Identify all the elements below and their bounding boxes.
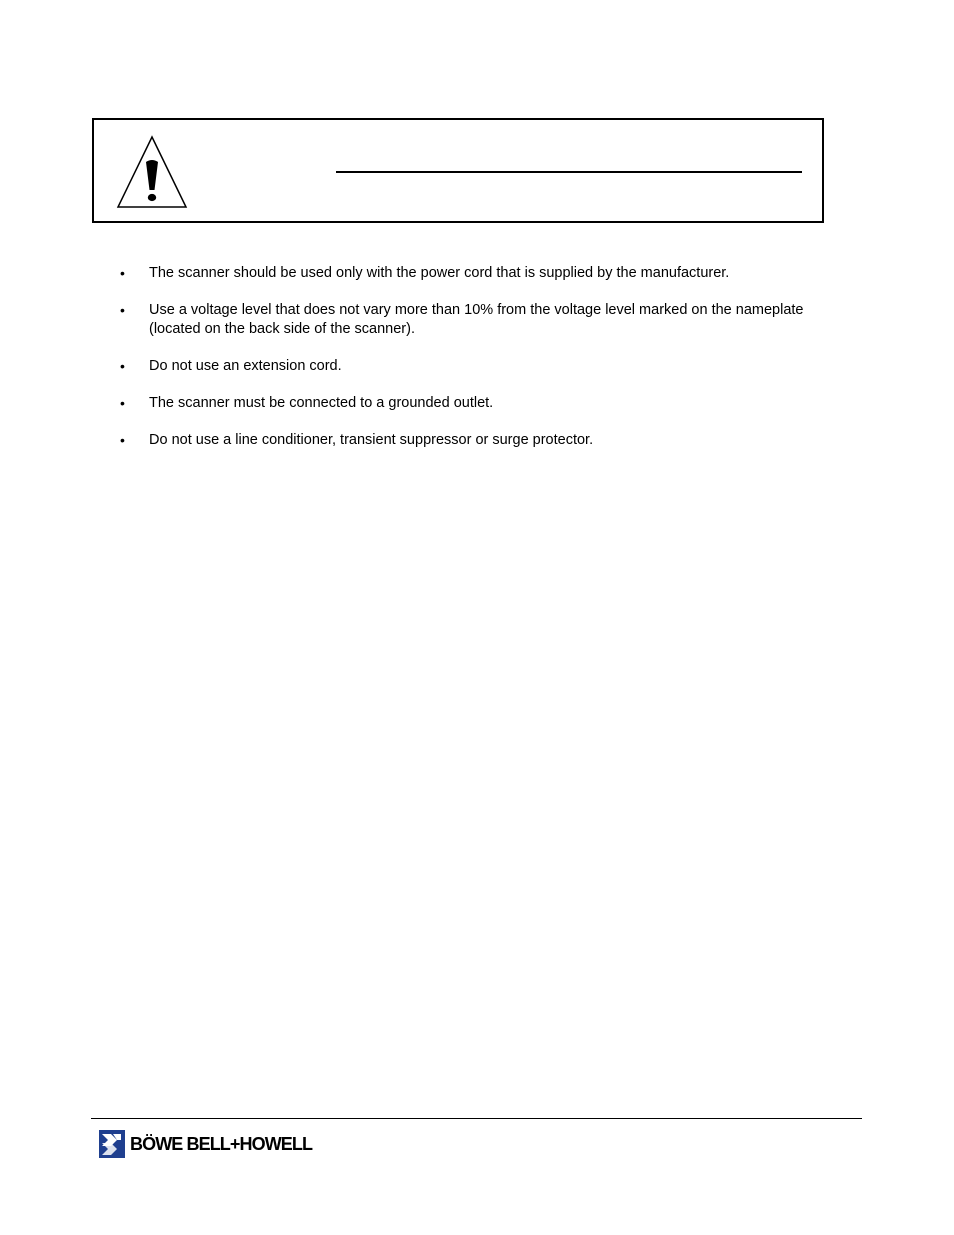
safety-bullet-list [117,264,817,468]
bullet-icon: • [120,357,125,374]
footer-divider [91,1118,862,1119]
list-item [117,431,817,450]
bullet-icon: • [120,302,125,318]
list-item-text: Use a voltage level that does not vary more than 10% from the voltage level marked on the nameplate (located on the back side of the scanner). [149,302,804,337]
warning-heading-rule [336,171,802,173]
list-item-text: Do not use an extension cord. [149,357,342,374]
company-logo [99,1130,319,1160]
logo-mark-icon [99,1130,125,1158]
list-item-text: The scanner must be connected to a grounded outlet. [149,394,494,411]
list-item [117,301,817,338]
list-item-text: Do not use a line conditioner, transient suppressor or surge protector. [149,431,594,448]
bullet-icon: • [120,394,125,411]
warning-box [92,118,824,223]
list-item [117,264,817,283]
logo-wordmark: BÖWE BELL+HOWELL [130,1134,313,1154]
exclamation-triangle-icon [116,134,188,210]
list-item [117,394,817,413]
list-item-text: The scanner should be used only with the power cord that is supplied by the manufacturer. [149,265,730,281]
bullet-icon: • [120,265,125,281]
bullet-icon: • [120,431,125,448]
list-item [117,357,817,376]
